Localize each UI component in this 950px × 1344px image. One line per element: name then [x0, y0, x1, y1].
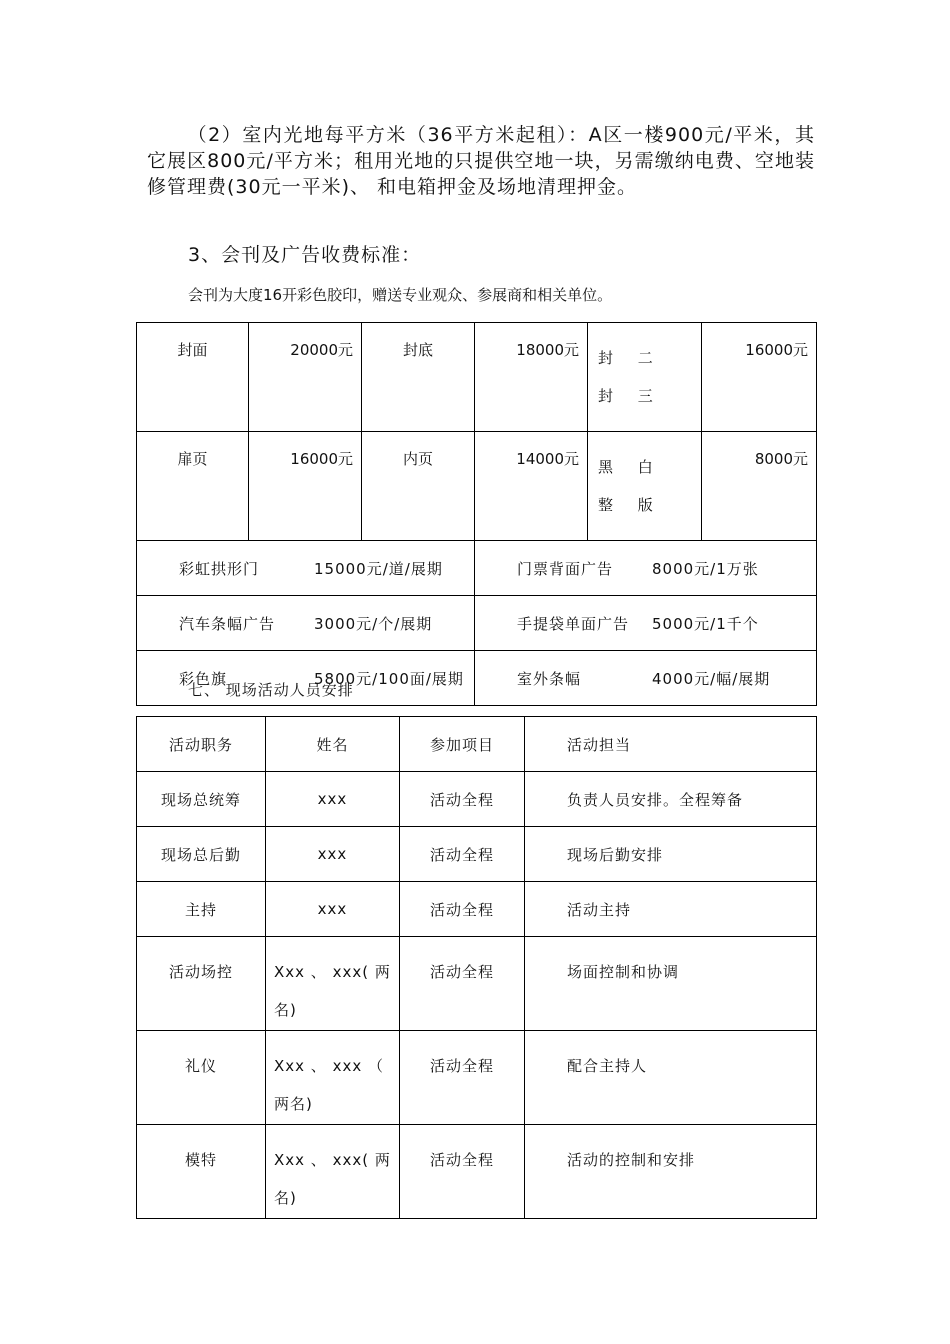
staff-cell: 活动全程 — [400, 882, 525, 937]
staff-cell: 活动全程 — [400, 1125, 525, 1219]
ad-pair-key: 汽车条幅广告 — [179, 614, 276, 633]
staff-cell: 活动全程 — [400, 827, 525, 882]
ad-cell: 黑 白 整 版 — [588, 432, 702, 541]
paragraph-text: （2）室内光地每平方米（36平方米起租）：A区一楼900元/平米，其它展区800元/平方米；租用光地的只提供空地一块，另需缴纳电费、空地装修管理费(30元一平米)、 和电箱押金及场地清理押金。 — [147, 124, 815, 198]
ad-cell: 封面 — [137, 323, 249, 432]
staff-row — [137, 937, 817, 1031]
section-heading-7: 七、 现场活动人员安排 — [188, 681, 354, 699]
ad-pair-value: 8000元/1万张 — [652, 559, 759, 578]
ad-pair-key: 彩色旗 — [179, 669, 228, 688]
ad-cell: 16000元 — [702, 323, 817, 432]
ad-cell: 18000元 — [475, 323, 588, 432]
staff-cell: 配合主持人 — [525, 1031, 817, 1125]
staff-row — [137, 827, 817, 882]
staff-cell: 现场总统筹 — [137, 772, 266, 827]
ad-cell: 封底 — [362, 323, 475, 432]
ad-cell: 扉页 — [137, 432, 249, 541]
staff-cell: Xxx 、 xxx( 两名) — [266, 1125, 400, 1219]
staff-header: 活动职务 — [137, 717, 266, 772]
ad-cell: 内页 — [362, 432, 475, 541]
ad-cell: 20000元 — [249, 323, 362, 432]
ad-pair-value: 4000元/幅/展期 — [652, 669, 771, 688]
staff-header: 姓名 — [266, 717, 400, 772]
ad-cell: 16000元 — [249, 432, 362, 541]
staff-cell: 模特 — [137, 1125, 266, 1219]
ad-pair-key: 室外条幅 — [517, 669, 582, 688]
staff-cell: xxx — [266, 827, 400, 882]
staff-cell: 礼仪 — [137, 1031, 266, 1125]
staff-cell: Xxx 、 xxx( 两名) — [266, 937, 400, 1031]
staff-cell: 活动场控 — [137, 937, 266, 1031]
ad-pair-key: 彩虹拱形门 — [179, 559, 260, 578]
staff-row — [137, 772, 817, 827]
ad-pair-key: 手提袋单面广告 — [517, 614, 630, 633]
staff-cell: 主持 — [137, 882, 266, 937]
staff-cell: 活动全程 — [400, 772, 525, 827]
ad-pair-value: 5000元/1千个 — [652, 614, 759, 633]
staff-header-row — [137, 717, 817, 772]
ad-pair-row — [137, 596, 817, 651]
ad-row-1 — [137, 323, 817, 432]
staff-cell: 活动全程 — [400, 937, 525, 1031]
indoor-space-paragraph — [147, 122, 815, 200]
staff-cell: Xxx 、 xxx （ 两名) — [266, 1031, 400, 1125]
staff-header: 活动担当 — [525, 717, 817, 772]
ad-pair-key: 门票背面广告 — [517, 559, 614, 578]
ad-cell: 14000元 — [475, 432, 588, 541]
staff-cell: xxx — [266, 772, 400, 827]
ad-pair-value: 5800元/100面/展期 — [314, 669, 464, 688]
staff-cell: 负责人员安排。全程筹备 — [525, 772, 817, 827]
ad-pair-value: 15000元/道/展期 — [314, 559, 443, 578]
staff-cell: 场面控制和协调 — [525, 937, 817, 1031]
ad-pair-row — [137, 541, 817, 596]
ad-pair-value: 3000元/个/展期 — [314, 614, 433, 633]
staff-cell: 活动的控制和安排 — [525, 1125, 817, 1219]
ad-price-table — [136, 322, 817, 706]
ad-cell: 8000元 — [702, 432, 817, 541]
staff-cell: xxx — [266, 882, 400, 937]
section-heading-3: 3、会刊及广告收费标准： — [188, 244, 422, 266]
staff-row — [137, 882, 817, 937]
staff-row — [137, 1125, 817, 1219]
staff-cell: 现场总后勤 — [137, 827, 266, 882]
catalog-note: 会刊为大度16开彩色胶印，赠送专业观众、参展商和相关单位。 — [188, 286, 613, 304]
ad-cell: 封 二 封 三 — [588, 323, 702, 432]
staff-table — [136, 716, 817, 1219]
staff-header: 参加项目 — [400, 717, 525, 772]
staff-cell: 活动全程 — [400, 1031, 525, 1125]
staff-cell: 活动主持 — [525, 882, 817, 937]
staff-row — [137, 1031, 817, 1125]
staff-cell: 现场后勤安排 — [525, 827, 817, 882]
ad-row-2 — [137, 432, 817, 541]
